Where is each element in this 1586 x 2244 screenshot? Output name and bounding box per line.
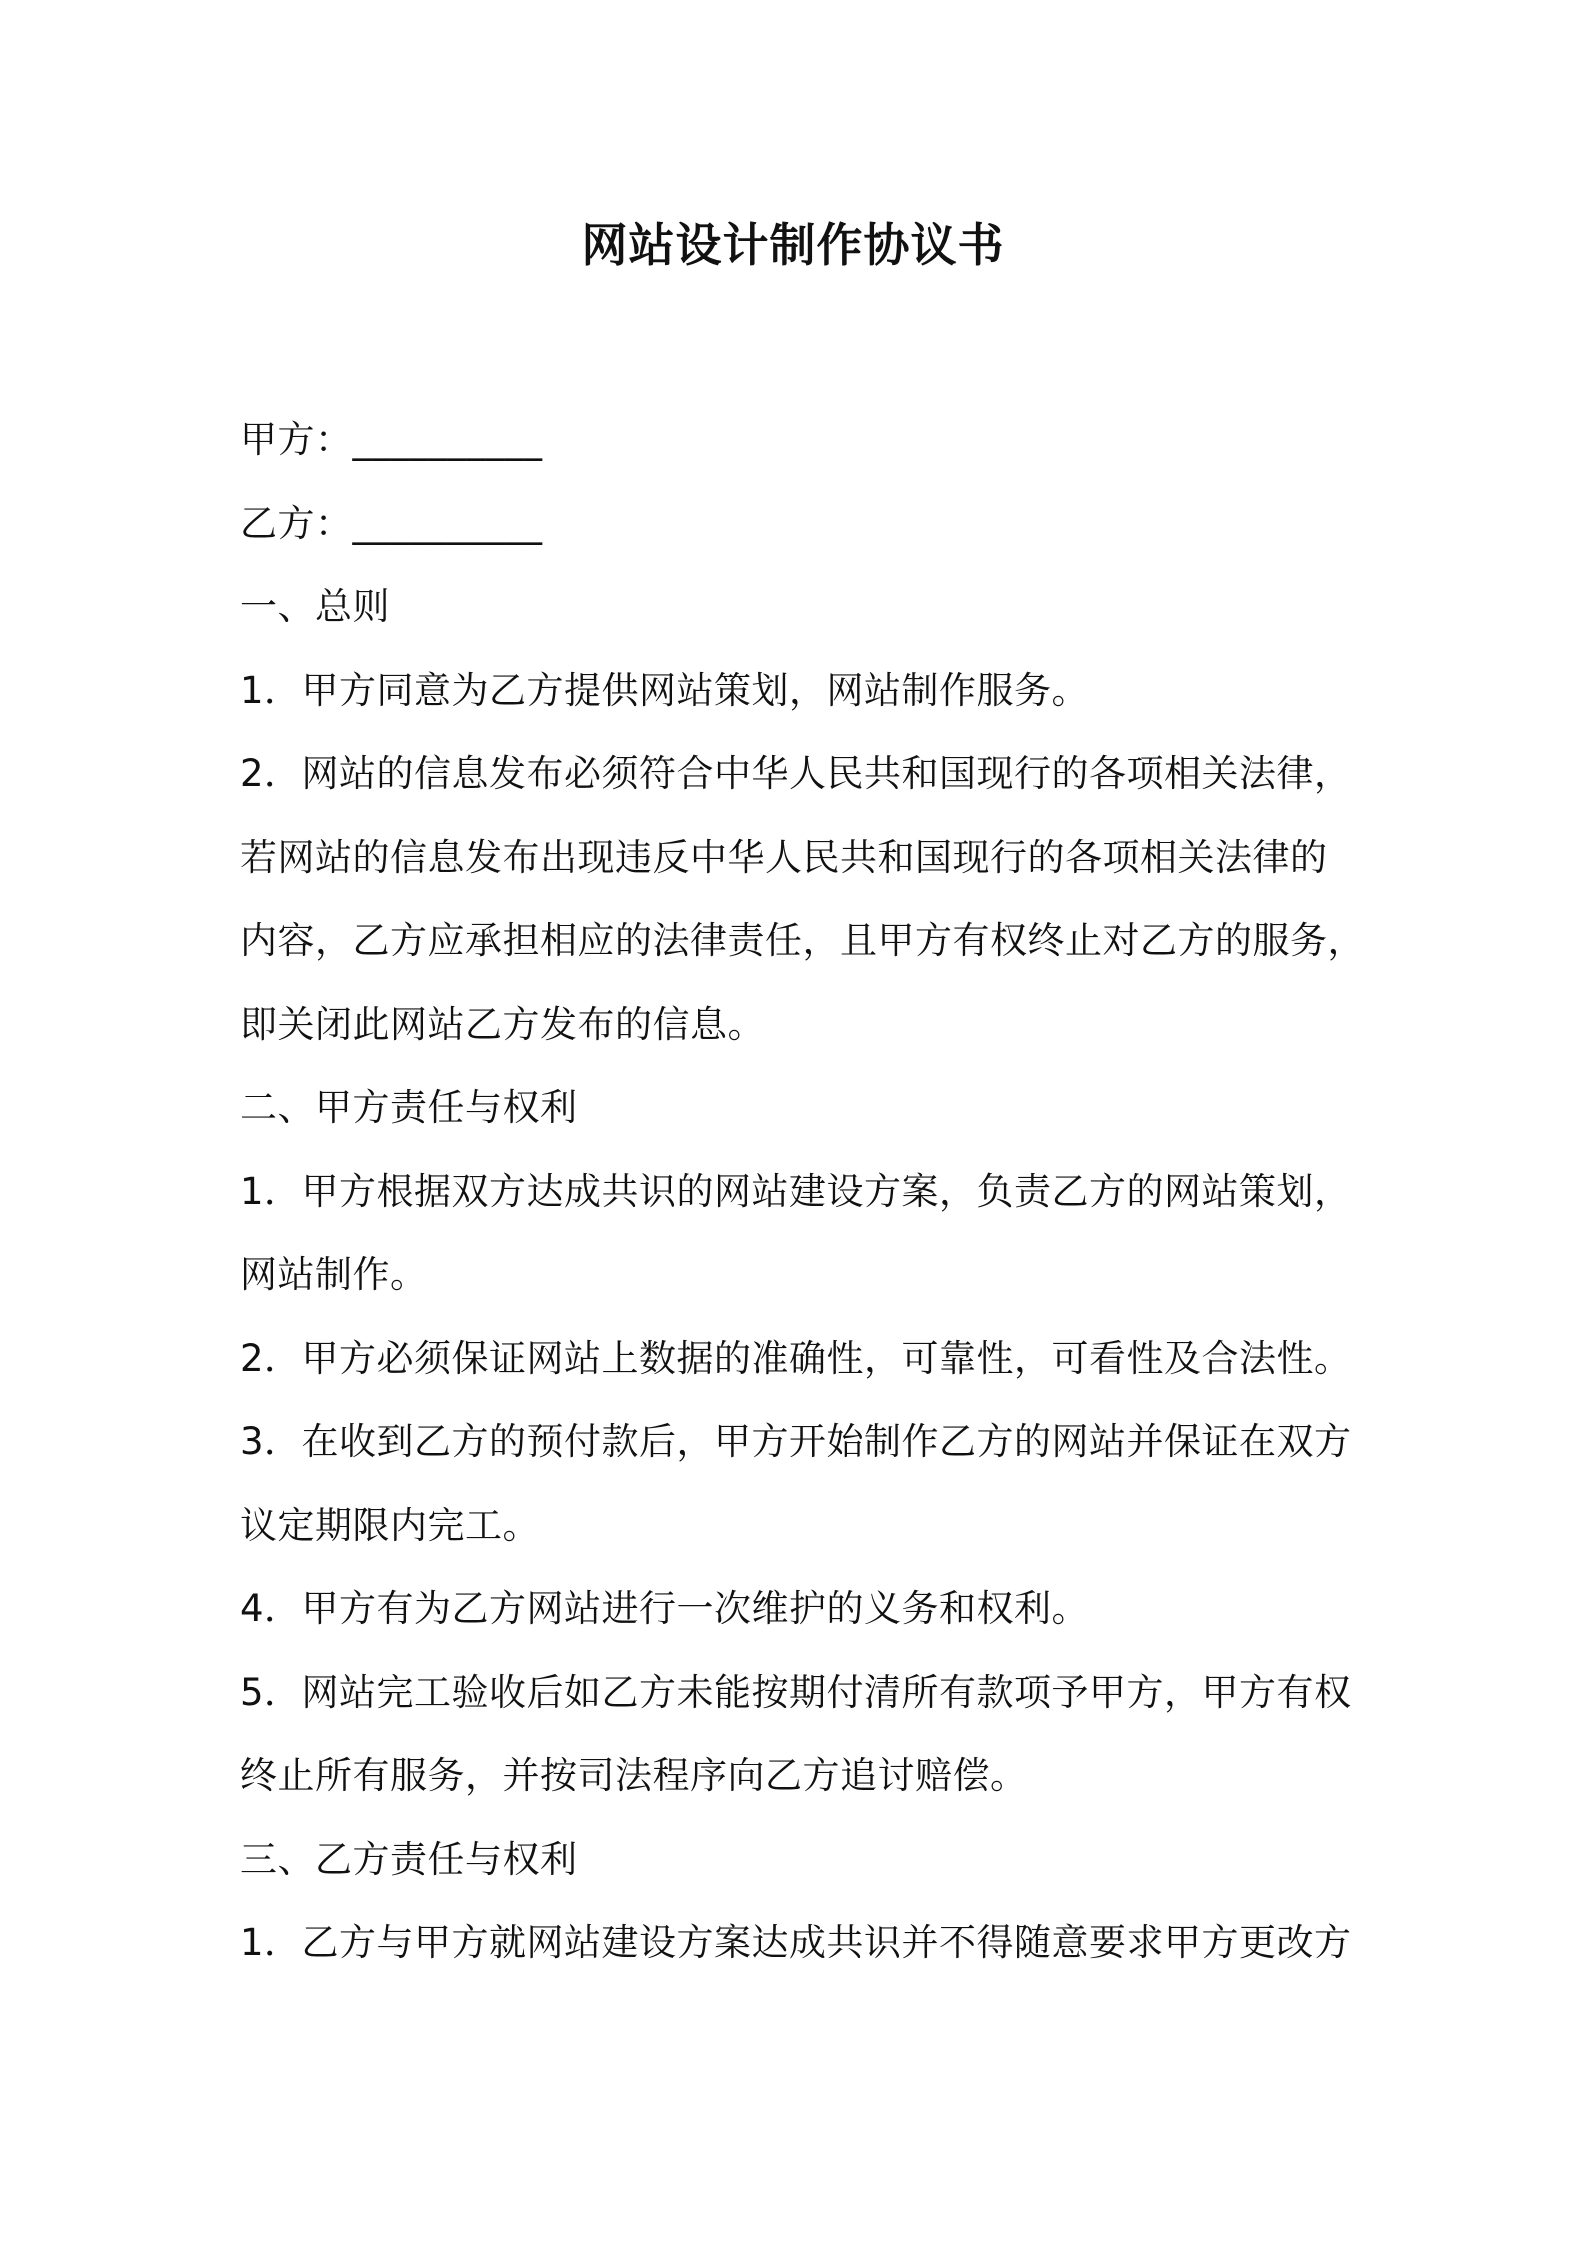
paragraph-line: 1．甲方根据双方达成共识的网站建设方案，负责乙方的网站策划， — [240, 1169, 1352, 1213]
document-body — [240, 398, 1365, 1985]
paragraph-line: 2．网站的信息发布必须符合中华人民共和国现行的各项相关法律， — [240, 752, 1352, 795]
document-title: 网站设计制作协议书 — [581, 218, 1005, 272]
section-heading-party-b: 三、乙方责任与权利 — [240, 1837, 578, 1881]
paragraph-line: 终止所有服务，并按司法程序向乙方追讨赔偿。 — [240, 1754, 1028, 1797]
paragraph-line: 即关闭此网站乙方发布的信息。 — [240, 1002, 765, 1046]
paragraph-line: 2．甲方必须保证网站上数据的准确性，可靠性，可看性及合法性。 — [240, 1336, 1352, 1380]
party-b-line: 乙方：__________ — [240, 501, 543, 545]
paragraph-line: 3．在收到乙方的预付款后，甲方开始制作乙方的网站并保证在双方 — [240, 1420, 1352, 1463]
section-heading-party-a: 二、甲方责任与权利 — [240, 1086, 578, 1129]
paragraph-line: 1．乙方与甲方就网站建设方案达成共识并不得随意要求甲方更改方 — [240, 1921, 1352, 1964]
paragraph-line: 若网站的信息发布出现违反中华人民共和国现行的各项相关法律的 — [240, 835, 1328, 879]
paragraph-line: 议定期限内完工。 — [240, 1503, 540, 1547]
section-heading-general: 一、总则 — [240, 585, 390, 628]
paragraph-line: 网站制作。 — [240, 1253, 428, 1296]
paragraph-line: 内容，乙方应承担相应的法律责任，且甲方有权终止对乙方的服务， — [240, 919, 1365, 962]
paragraph-line: 1．甲方同意为乙方提供网站策划，网站制作服务。 — [240, 668, 1090, 712]
paragraph-line: 5．网站完工验收后如乙方未能按期付清所有款项予甲方，甲方有权 — [240, 1670, 1352, 1714]
paragraph-line: 4．甲方有为乙方网站进行一次维护的义务和权利。 — [240, 1587, 1090, 1630]
party-a-line: 甲方：__________ — [240, 418, 543, 461]
